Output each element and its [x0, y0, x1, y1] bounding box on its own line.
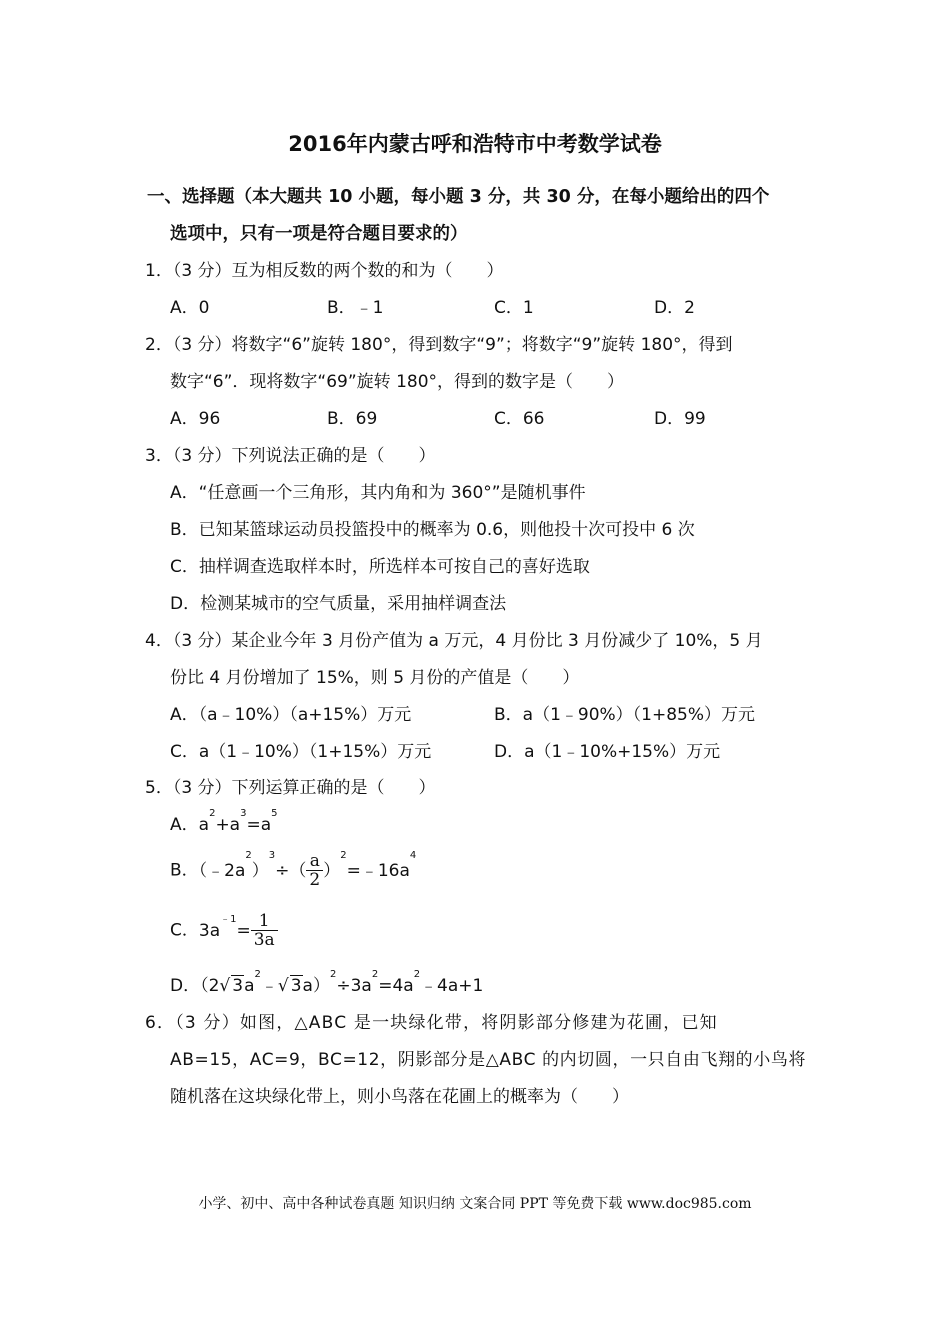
- q4-stem-line1: 4．（3 分）某企业今年 3 月份产值为 a 万元，4 月份比 3 月份减少了 10%，5 月: [145, 631, 763, 651]
- q2-option-c: C．66: [494, 409, 545, 429]
- q5-option-c-expression: $3a^{﹣1}=$ $\frac{1}{3a}$: [199, 921, 278, 941]
- q1-option-b: B．﹣1: [327, 298, 384, 318]
- q2-stem-line2: 数字“6”．现将数字“69”旋转 180°，得到的数字是（ ）: [170, 372, 625, 392]
- q5-option-d-label: D．: [170, 976, 201, 996]
- q5-option-b: [170, 852, 416, 889]
- q3-option-a: A．“任意画一个三角形，其内角和为 360°”是随机事件: [170, 483, 586, 503]
- q1-stem: 1．（3 分）互为相反数的两个数的和为（ ）: [145, 261, 504, 281]
- q3-option-c: C．抽样调查选取样本时，所选样本可按自己的喜好选取: [170, 557, 590, 577]
- q2-option-d: D．99: [654, 409, 706, 429]
- q5-option-d-expression: （2√ $3a^2﹣√$ $3a)^2\div 3a^2=4a^2﹣4a+1$: [200, 969, 484, 996]
- q3-stem: 3．（3 分）下列说法正确的是（ ）: [145, 446, 436, 466]
- fraction-1-over-3a: $\frac{1}{3a}$: [251, 912, 278, 949]
- q4-option-d: D．a（1﹣10%+15%）万元: [494, 742, 721, 762]
- q6-stem-line3: 随机落在这块绿化带上，则小鸟落在花圃上的概率为（ ）: [170, 1087, 629, 1107]
- q5-option-b-label: B．: [170, 860, 199, 881]
- section-heading-line2: 选项中，只有一项是符合题目要求的）: [170, 224, 468, 244]
- fraction-a-over-2: $\frac{a}{2}$: [306, 852, 323, 889]
- q5-option-d: [170, 971, 483, 996]
- q5-stem: 5．（3 分）下列运算正确的是（ ）: [145, 778, 436, 798]
- q5-option-c-label: C．: [170, 920, 199, 941]
- q4-option-c: C．a（1﹣10%）（1+15%）万元: [170, 742, 432, 762]
- q5-option-c: [170, 912, 278, 949]
- q5-option-a-expression: $a^2+a^3=a^5$: [198, 808, 278, 835]
- q1-option-a: A．0: [170, 298, 210, 318]
- q2-option-b: B．69: [327, 409, 378, 429]
- q1-option-c: C．1: [494, 298, 534, 318]
- page-title: 2016年内蒙古呼和浩特市中考数学试卷: [288, 132, 662, 156]
- q4-option-b: B．a（1﹣90%）（1+85%）万元: [494, 705, 756, 725]
- q5-option-a: [170, 810, 278, 835]
- q4-option-a: A．（a﹣10%）（a+15%）万元: [170, 705, 412, 725]
- section-heading-line1: 一、选择题（本大题共 10 小题，每小题 3 分，共 30 分，在每小题给出的四个: [147, 187, 770, 207]
- q5-option-b-expression: $(﹣2a^2)^3\div$（ $\frac{a}{2}$ ）$^2=﹣16a^4$: [198, 850, 417, 890]
- q6-stem-line2: AB=15，AC=9，BC=12，阴影部分是△ABC 的内切圆，一只自由飞翔的小鸟将: [170, 1050, 807, 1070]
- q2-option-a: A．96: [170, 409, 221, 429]
- page-footer: 小学、初中、高中各种试卷真题 知识归纳 文案合同 PPT 等免费下载 www.doc985.com: [198, 1196, 752, 1212]
- q3-option-b: B．已知某篮球运动员投篮投中的概率为 0.6，则他投十次可投中 6 次: [170, 520, 695, 540]
- q6-stem-line1: 6．（3 分）如图，△ABC 是一块绿化带，将阴影部分修建为花圃，已知: [145, 1013, 718, 1033]
- q3-option-d: D．检测某城市的空气质量，采用抽样调查法: [170, 594, 507, 614]
- q4-stem-line2: 份比 4 月份增加了 15%，则 5 月份的产值是（ ）: [170, 668, 580, 688]
- q2-stem-line1: 2．（3 分）将数字“6”旋转 180°，得到数字“9”；将数字“9”旋转 180°，得到: [145, 335, 733, 355]
- q1-option-d: D．2: [654, 298, 695, 318]
- q5-option-a-label: A．: [170, 815, 199, 835]
